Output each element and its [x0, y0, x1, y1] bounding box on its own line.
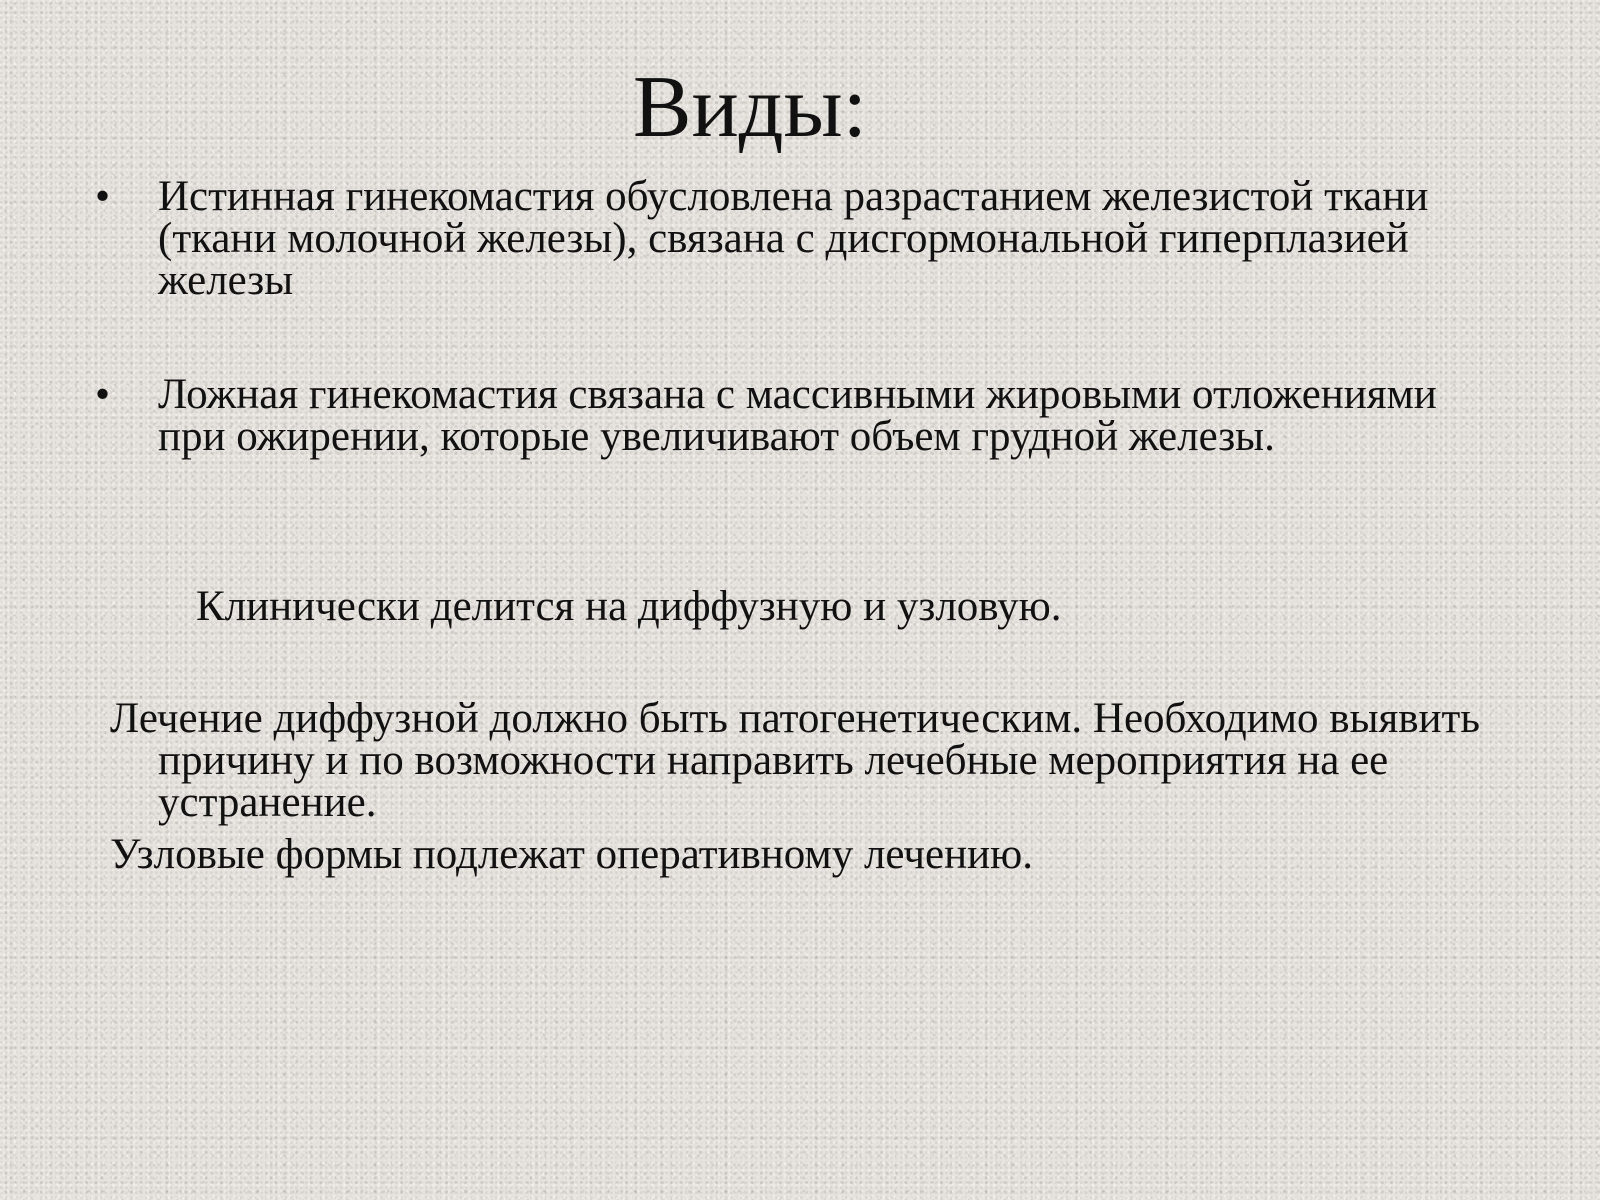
bullet-marker: •	[95, 371, 111, 418]
nodular-treatment-text: Узловые формы подлежат оперативному лечению.	[110, 831, 1034, 878]
bullet-marker: •	[95, 173, 111, 220]
bullet-text: Ложная гинекомастия связана с массивными жировыми отложениями при ожирении, которые увеличивают объем грудной железы.	[158, 371, 1437, 460]
bullet-false-gynecomastia	[95, 371, 1495, 460]
bullet-text: Истинная гинекомастия обусловлена разрастанием железистой ткани (ткани молочной железы), связана с дисгормональной гиперплазией железы	[158, 173, 1429, 304]
clinical-classification-text: Клинически делится на диффузную и узловую.	[196, 583, 1062, 630]
diffuse-treatment-text: Лечение диффузной должно быть патогенетическим. Необходимо выявить причину и по возможности направить лечебные мероприятия на ее устранение.	[110, 695, 1480, 826]
slide-title: Виды:	[632, 59, 868, 156]
bullet-true-gynecomastia	[95, 173, 1495, 304]
